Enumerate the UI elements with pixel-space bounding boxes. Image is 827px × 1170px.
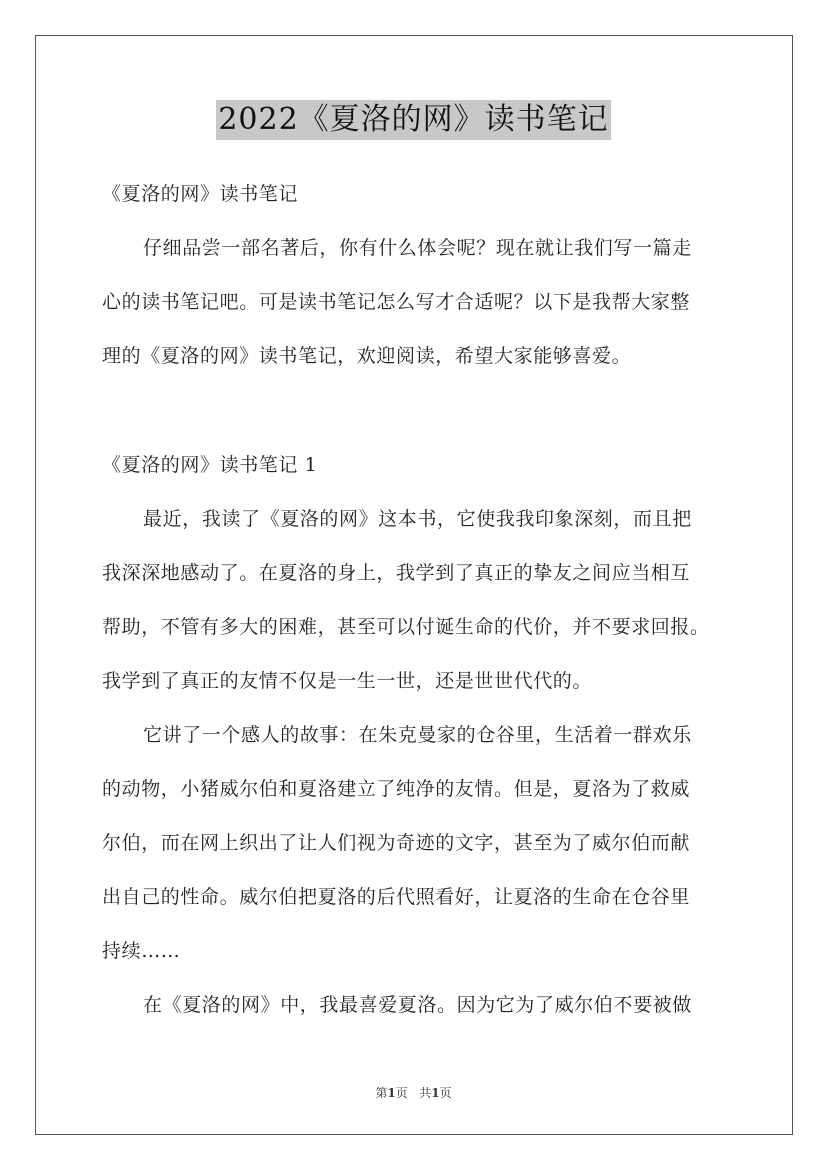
paragraph-line: 最近，我读了《夏洛的网》这本书，它使我我印象深刻，而且把 [143, 508, 692, 530]
paragraph-line: 出自己的性命。威尔伯把夏洛的后代照看好，让夏洛的生命在仓谷里 [102, 886, 691, 908]
paragraph-line: 尔伯，而在网上织出了让人们视为奇迹的文字，甚至为了威尔伯而献 [102, 832, 691, 854]
footer-total-prefix: 共 [419, 1086, 432, 1100]
paragraph-line: 在《夏洛的网》中，我最喜爱夏洛。因为它为了威尔伯不要被做 [143, 994, 692, 1016]
paragraph-line: 持续…… [102, 940, 181, 962]
footer-page-suffix: 页 [395, 1086, 408, 1100]
paragraph-line: 我深深地感动了。在夏洛的身上，我学到了真正的挚友之间应当相互 [102, 562, 691, 584]
footer-total-pages: 1 [431, 1086, 440, 1100]
title-container [0, 100, 827, 140]
footer-page-number: 1 [387, 1086, 396, 1100]
paragraph-line: 我学到了真正的友情不仅是一生一世，还是世世代代的。 [102, 670, 593, 692]
section-heading-intro: 《夏洛的网》读书笔记 [102, 183, 299, 205]
paragraph-line: 的动物，小猪威尔伯和夏洛建立了纯净的友情。但是，夏洛为了救威 [102, 778, 691, 800]
footer-total-suffix: 页 [439, 1086, 452, 1100]
document-title: 2022《夏洛的网》读书笔记 [216, 100, 610, 140]
paragraph-line: 帮助，不管有多大的困难，甚至可以付诞生命的代价，并不要求回报。 [102, 616, 710, 638]
paragraph-line: 它讲了一个感人的故事：在朱克曼家的仓谷里，生活着一群欢乐 [143, 724, 692, 746]
paragraph-line: 仔细品尝一部名著后，你有什么体会呢？现在就让我们写一篇走 [143, 237, 692, 259]
footer-page-prefix: 第 [375, 1086, 388, 1100]
paragraph-line: 心的读书笔记吧。可是读书笔记怎么写才合适呢？以下是我帮大家整 [102, 291, 691, 313]
page-footer [0, 1084, 827, 1101]
section-heading-note-1: 《夏洛的网》读书笔记 1 [102, 454, 318, 476]
paragraph-line: 理的《夏洛的网》读书笔记，欢迎阅读，希望大家能够喜爱。 [102, 345, 632, 367]
